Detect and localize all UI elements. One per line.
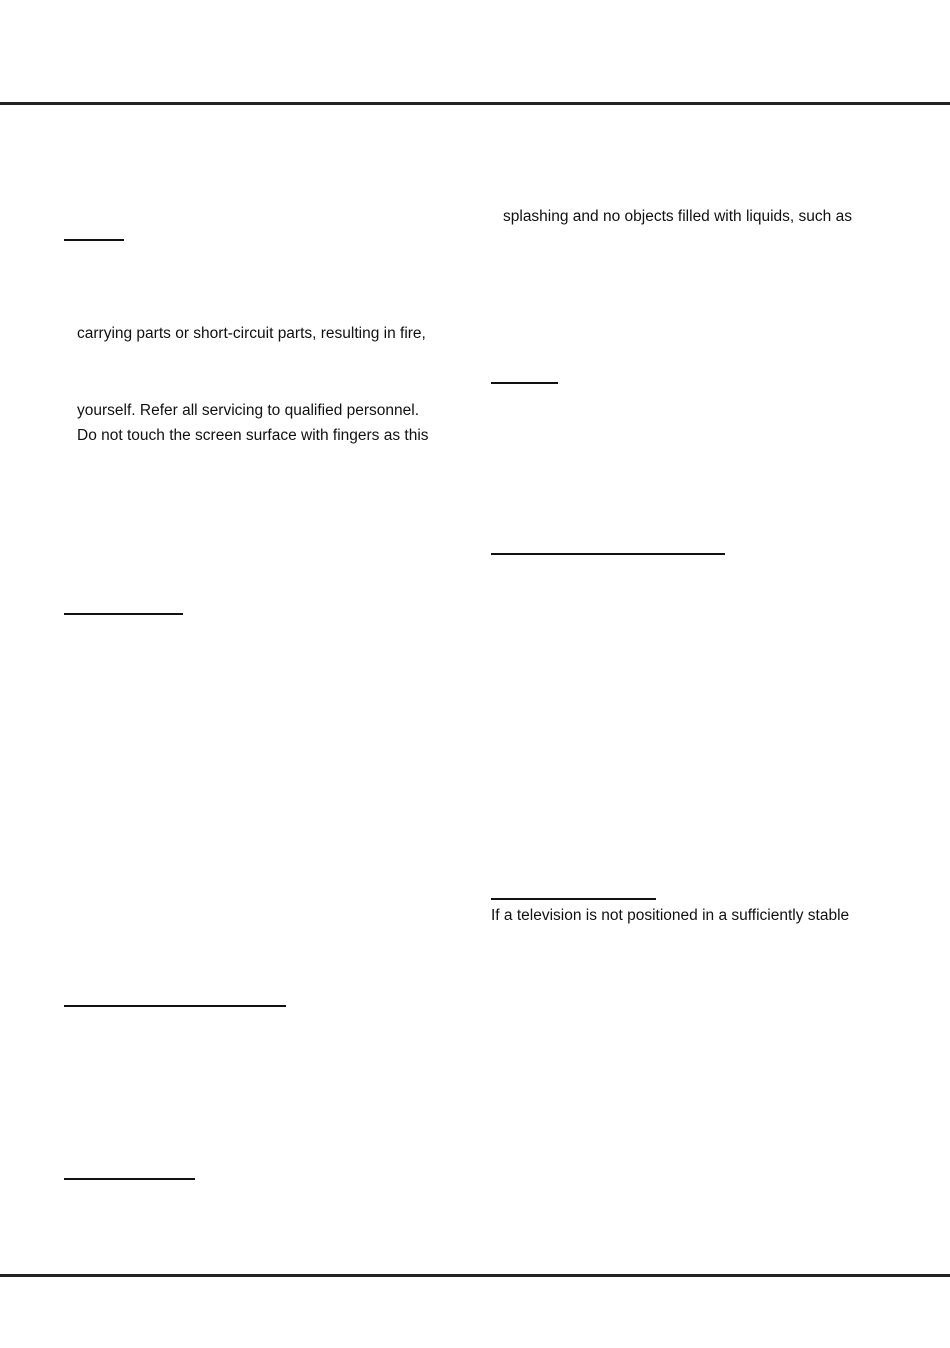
body-text-line: Do not touch the screen surface with fingers as this: [77, 427, 429, 444]
section-heading-underline: [64, 1178, 195, 1180]
body-text-line: yourself. Refer all servicing to qualified personnel.: [77, 402, 420, 419]
section-heading-underline: [491, 553, 725, 555]
body-text-line: If a television is not positioned in a sufficiently stable: [491, 907, 850, 924]
body-text-line: carrying parts or short-circuit parts, resulting in fire,: [77, 325, 426, 342]
header-rule: [0, 102, 950, 105]
footer-rule: [0, 1274, 950, 1277]
body-text-line: splashing and no objects filled with liquids, such as: [503, 208, 852, 225]
section-heading-underline: [491, 382, 558, 384]
section-heading-underline: [491, 898, 656, 900]
section-heading-underline: [64, 239, 124, 241]
section-heading-underline: [64, 613, 183, 615]
section-heading-underline: [64, 1005, 286, 1007]
